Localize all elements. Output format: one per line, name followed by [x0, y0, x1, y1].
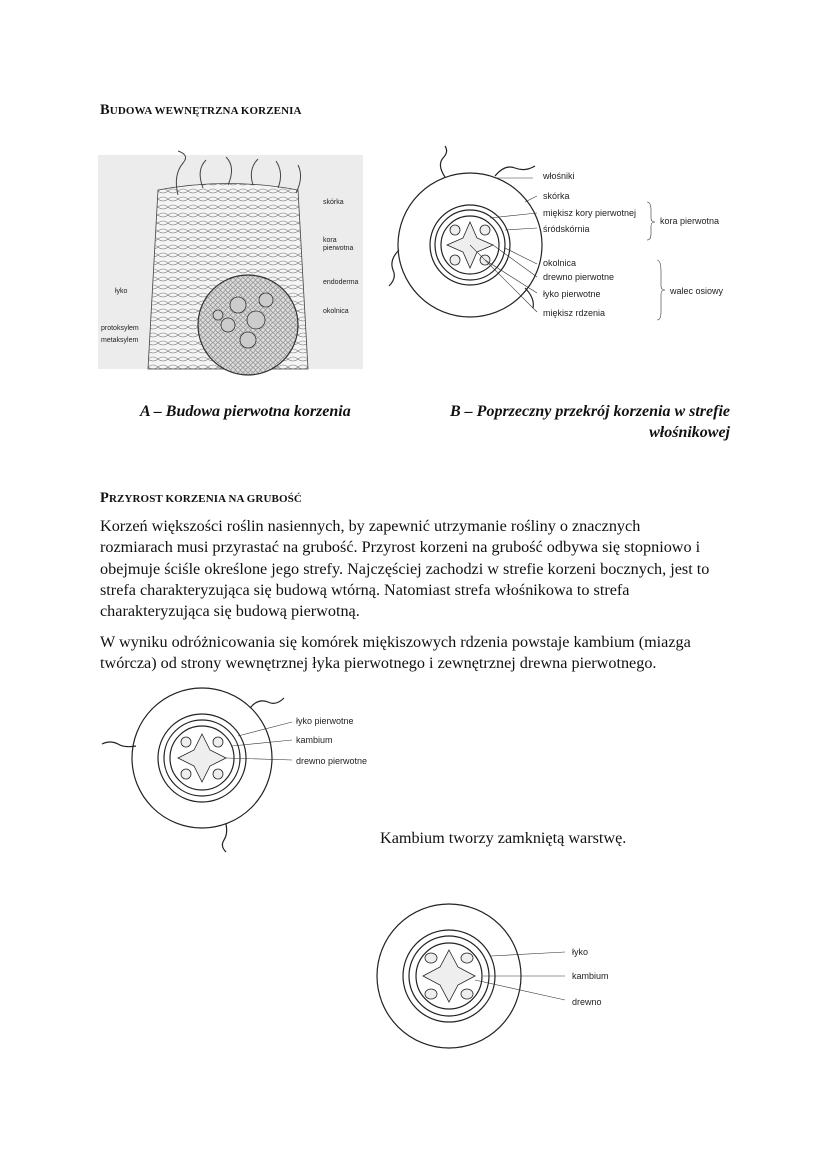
section-heading-przyrost: PRZYROST KORZENIA NA GRUBOŚĆ — [100, 490, 302, 506]
fig3-label-drewno-pierwotne: drewno pierwotne — [296, 756, 368, 766]
figure-b-diagram — [385, 160, 725, 330]
paragraph-2 — [100, 632, 740, 675]
fig4-label-drewno: drewno — [572, 997, 602, 1007]
figb-label-lyko-pierwotne: łyko pierwotne — [543, 289, 601, 299]
paragraph-1-line: strefa charakteryzująca się budową wtórną. Natomiast strefa włośnikowa to strefa — [100, 580, 630, 599]
figa-label-kora-pierwotna: pierwotna — [323, 245, 354, 252]
paragraph-2-line: twórcza) od strony wewnętrznej łyka pierwotnego i zewnętrznej drewna pierwotnego. — [100, 654, 657, 673]
paragraph-1-line: obejmuje ściśle określone jego strefy. Najczęściej zachodzi w strefie korzeni bocznych, jest to — [100, 559, 710, 578]
figa-label-endoderma: endoderma — [323, 279, 359, 286]
fig3-caption: Kambium tworzy zamkniętą warstwę. — [380, 829, 627, 847]
figb-label-kora-pierwotna: kora pierwotna — [660, 216, 720, 226]
figa-label-lyko: łyko — [115, 288, 128, 295]
figb-label-srodskornia: śródskórnia — [543, 224, 590, 234]
figb-label-wlosniki: włośniki — [543, 171, 575, 181]
paragraph-1-line: rozmiarach musi przyrastać na grubość. Przyrost korzeni na grubość odbywa się stopniowo i — [100, 538, 701, 557]
fig3-label-lyko-pierwotne: łyko pierwotne — [296, 716, 354, 726]
paragraph-1-line: Korzeń większości roślin nasiennych, by zapewnić utrzymanie rośliny o znacznych — [100, 517, 641, 535]
figb-label-walec-osiowy: walec osiowy — [670, 286, 724, 296]
figb-label-miekisz-kory: miękisz kory pierwotnej — [543, 208, 637, 218]
figa-label-skorka: skórka — [323, 199, 344, 206]
fig4-label-kambium: kambium — [572, 971, 609, 981]
figb-label-miekisz-rdzenia: miękisz rdzenia — [543, 308, 606, 318]
figa-label-kora: kora — [323, 237, 337, 244]
fig4-label-lyko: łyko — [572, 947, 589, 957]
figa-label-protoksylem: protoksylem — [101, 325, 139, 332]
fig3-label-kambium: kambium — [296, 735, 333, 745]
figa-label-okolnica: okolnica — [323, 308, 349, 315]
figb-label-drewno-pierwotne: drewno pierwotne — [543, 272, 615, 282]
figure-a-image — [98, 155, 363, 369]
figb-label-skorka: skórka — [543, 191, 570, 201]
figure-a-caption: A – Budowa pierwotna korzenia — [140, 403, 351, 420]
paragraph-1 — [100, 516, 740, 622]
figb-label-okolnica: okolnica — [543, 258, 577, 268]
paragraph-1-line: charakteryzująca się budową pierwotną. — [100, 602, 360, 621]
section-heading-budowa: BUDOWA WEWNĘTRZNA KORZENIA — [100, 102, 302, 118]
figure-3-diagram — [100, 686, 380, 846]
figure-b-caption-line2: włośnikowej — [649, 424, 730, 441]
figa-label-metaksylem: metaksylem — [101, 337, 139, 344]
paragraph-2-line: W wyniku odróżnicowania się komórek miękiszowych rdzenia powstaje kambium (miazga — [100, 633, 691, 651]
figure-b-caption-line1: B – Poprzeczny przekrój korzenia w strefie — [450, 403, 730, 420]
